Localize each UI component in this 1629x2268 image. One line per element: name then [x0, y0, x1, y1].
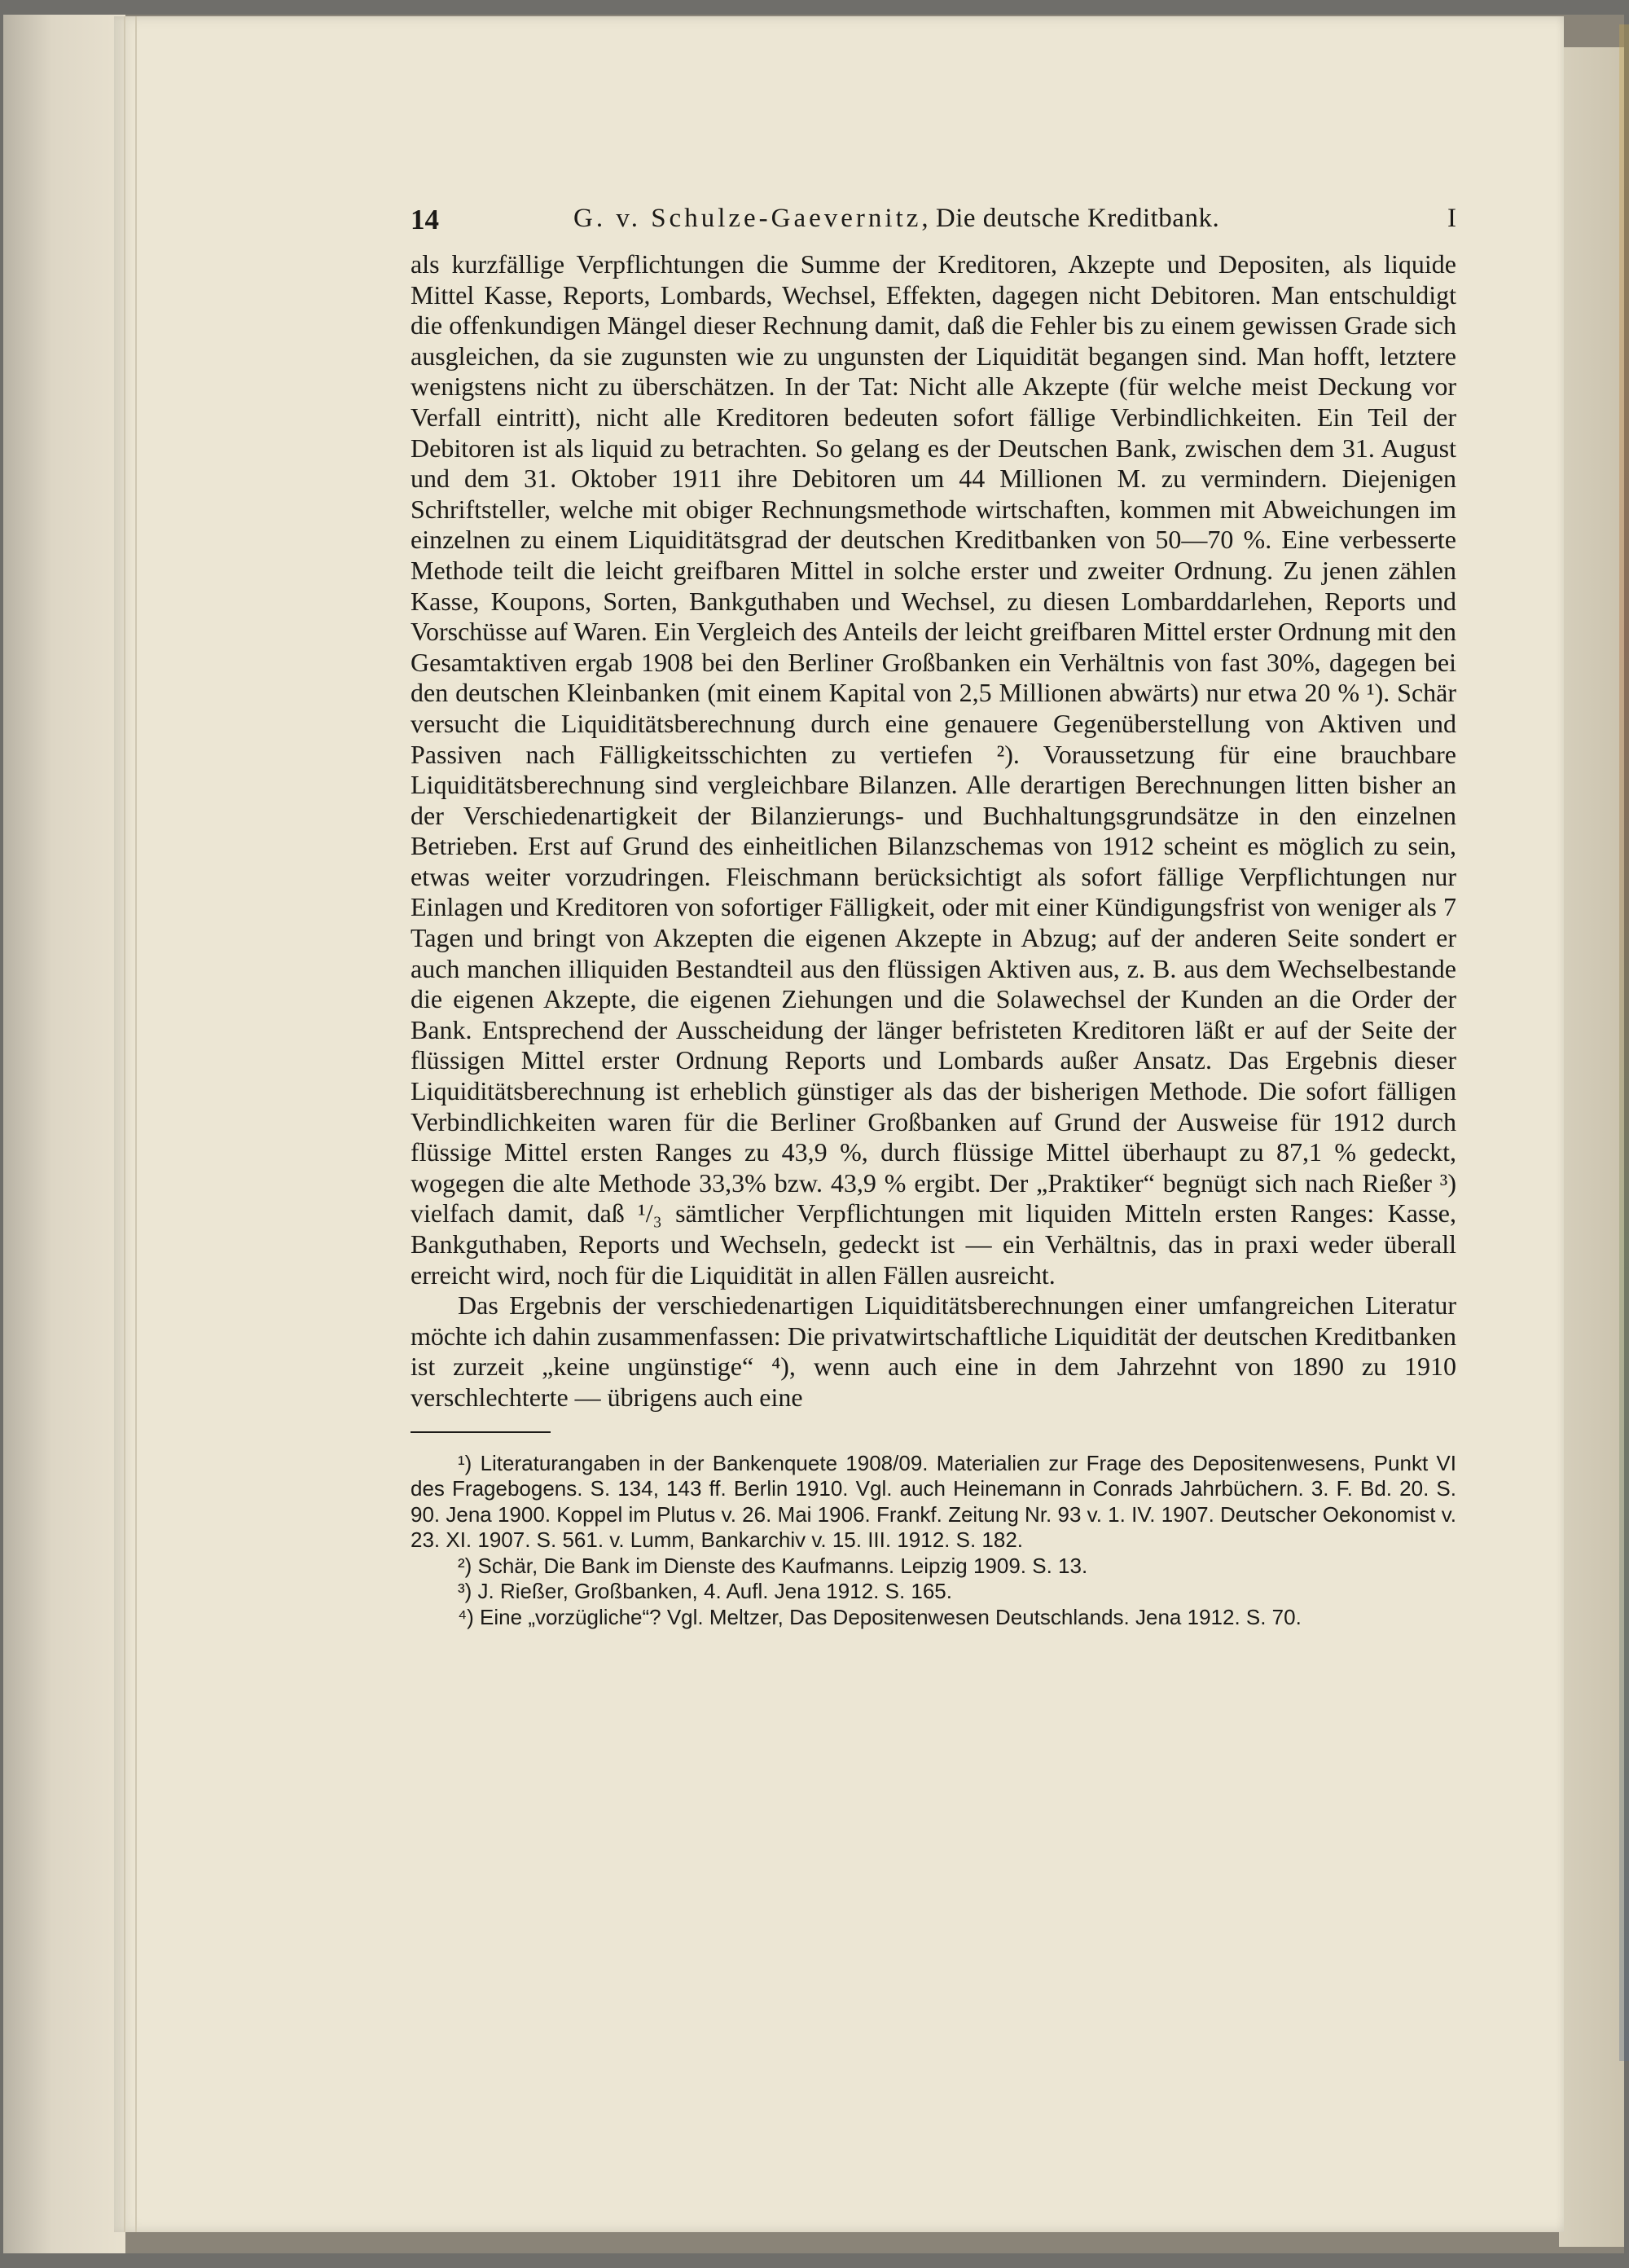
page-content — [411, 186, 1456, 1630]
book-title: , Die deutsche Kreditbank. — [921, 204, 1220, 233]
body-text — [411, 249, 1456, 1413]
footnotes — [411, 1451, 1456, 1631]
section-signature: I — [1447, 204, 1456, 233]
author-name: G. v. Schulze-Gaevernitz — [573, 204, 922, 233]
cover-edge-right — [1559, 47, 1624, 2247]
page-edge-strip — [1619, 24, 1629, 2061]
gutter-line — [135, 16, 137, 2232]
cover-edge-left — [3, 15, 125, 2253]
paragraph: Das Ergebnis der verschiedenartigen Liquiditätsberechnungen einer umfangreichen Literatur möchte ich dahin zusammenfassen: Die privatwirtschaftliche Liquidität der deutschen Kreditbanken ist zurzeit „keine ungünstige“ ⁴), wenn auch eine in dem Jahrzehnt von 1890 zu 1910 verschlechterte — übrigens auch eine — [411, 1290, 1456, 1412]
footnote-2: ²) Schär, Die Bank im Dienste des Kaufmanns. Leipzig 1909. S. 13. — [458, 1553, 1088, 1578]
paragraph: als kurzfällige Verpflichtungen die Summe der Kreditoren, Akzepte und Depositen, als liquide Mittel Kasse, Reports, Lombards, Wechsel, Effekten, dagegen nicht Debitoren. Man entschuldigt die offenkundigen Mängel dieser Rechnung damit, daß die Fehler bis zu einem gewissen Grade sich ausgleichen, da sie zugunsten wie zu ungunsten der Liquidität begangen sind. Man hofft, letztere wenigstens nicht zu überschätzen. In der Tat: Nicht alle Akzepte (für welche meist Deckung vor Verfall eintritt), nicht alle Kreditoren bedeuten sofort fällige Verbindlichkeiten. Ein Teil der Debitoren ist als liquid zu betrachten. So gelang es der Deutschen Bank, zwischen dem 31. August und dem 31. Oktober 1911 ihre Debitoren um 44 Millionen M. zu vermindern. Diejenigen Schriftsteller, welche mit obiger Rechnungsmethode wirtschaften, kommen mit Abweichungen im einzelnen zu einem Liquiditätsgrad der deutschen Kreditbanken von 50—70 %. Eine verbesserte Methode teilt die leicht greifbaren Mittel in solche erster und zweiter Ordnung. Zu jenen zählen Kasse, Koupons, Sorten, Bankguthaben und Wechsel, zu diesen Lombarddarlehen, Reports und Vorschüsse auf Waren. Ein Vergleich des Anteils der leicht greifbaren Mittel erster Ordnung mit den Gesamtaktiven ergab 1908 bei den Berliner Großbanken ein Verhältnis von fast 30%, dagegen bei den deutschen Kleinbanken (mit einem Kapital von 2,5 Millionen abwärts) nur etwa 20 % ¹). Schär versucht die Liquiditätsberechnung durch eine genauere Gegenüberstellung von Aktiven und Passiven nach Fälligkeitsschichten zu vertiefen ²). Voraussetzung für eine brauchbare Liquiditätsberechnung sind vergleichbare Bilanzen. Alle derartigen Berechnungen litten bisher an der Verschiedenartigkeit der Bilanzierungs- und Buchhaltungsgrundsätze in den einzelnen Betrieben. Erst auf Grund des einheitlichen Bilanzschemas von 1912 scheint es möglich zu sein, etwas weiter vorzudringen. Fleischmann berücksichtigt als sofort fällige Verpflichtungen nur Einlagen und Kreditoren von sofortiger Fälligkeit, oder mit einer Kündigungsfrist von weniger als 7 Tagen und bringt von Akzepten die eigenen Akzepte in Abzug; auf der anderen Seite sondert er auch manchen illiquiden Bestandteil aus den flüssigen Aktiven aus, z. B. aus dem Wechselbestande die eigenen Akzepte, die eigenen Ziehungen und die Solawechsel der Kunden an die Order der Bank. Entsprechend der Ausscheidung der länger befristeten Kreditoren läßt er auf der Seite der flüssigen Mittel erster Ordnung Reports und Lombards außer Ansatz. Das Ergebnis dieser Liquiditätsberechnung ist erheblich günstiger als das der bisherigen Methode. Die sofort fälligen Verbindlichkeiten waren für die Berliner Großbanken auf Grund der Ausweise für 1912 durch flüssige Mittel ersten Ranges zu 43,9 %, durch flüssige Mittel überhaupt zu 87,1 % gedeckt, wogegen die alte Methode 33,3% bzw. 43,9 % ergibt. Der „Praktiker“ begnügt sich nach Rießer ³) vielfach damit, daß ¹/₃ sämtlicher Verpflichtungen mit liquiden Mitteln ersten Ranges: Kasse, Bankguthaben, Reports und Wechseln, gedeckt ist — ein Verhältnis, das in praxi weder überall erreicht wird, noch für die Liquidität in allen Fällen ausreicht. — [411, 249, 1456, 1290]
gutter-line — [124, 16, 125, 2232]
footnote-rule — [411, 1431, 551, 1433]
footnote-3: ³) J. Rießer, Großbanken, 4. Aufl. Jena 1912. S. 165. — [458, 1579, 952, 1604]
footnote-1: ¹) Literaturangaben in der Bankenquete 1908/09. Materialien zur Frage des Depositenwesens, Punkt VI des Fragebogens. S. 134, 143 ff. Berlin 1910. Vgl. auch Heinemann in Conrads Jahrbüchern. 3. F. Bd. 20. S. 90. Jena 1900. Koppel im Plutus v. 26. Mai 1906. Frankf. Zeitung Nr. 93 v. 1. IV. 1907. Deutscher Oekonomist v. 23. XI. 1907. S. 561. v. Lumm, Bankarchiv v. 15. III. 1912. S. 182. — [411, 1450, 1456, 1553]
running-title — [573, 204, 1219, 234]
page-number: 14 — [411, 204, 439, 235]
footnote-4: ⁴) Eine „vorzügliche“? Vgl. Meltzer, Das Depositenwesen Deutschlands. Jena 1912. S. 70. — [458, 1604, 1302, 1629]
running-header — [411, 186, 1456, 249]
